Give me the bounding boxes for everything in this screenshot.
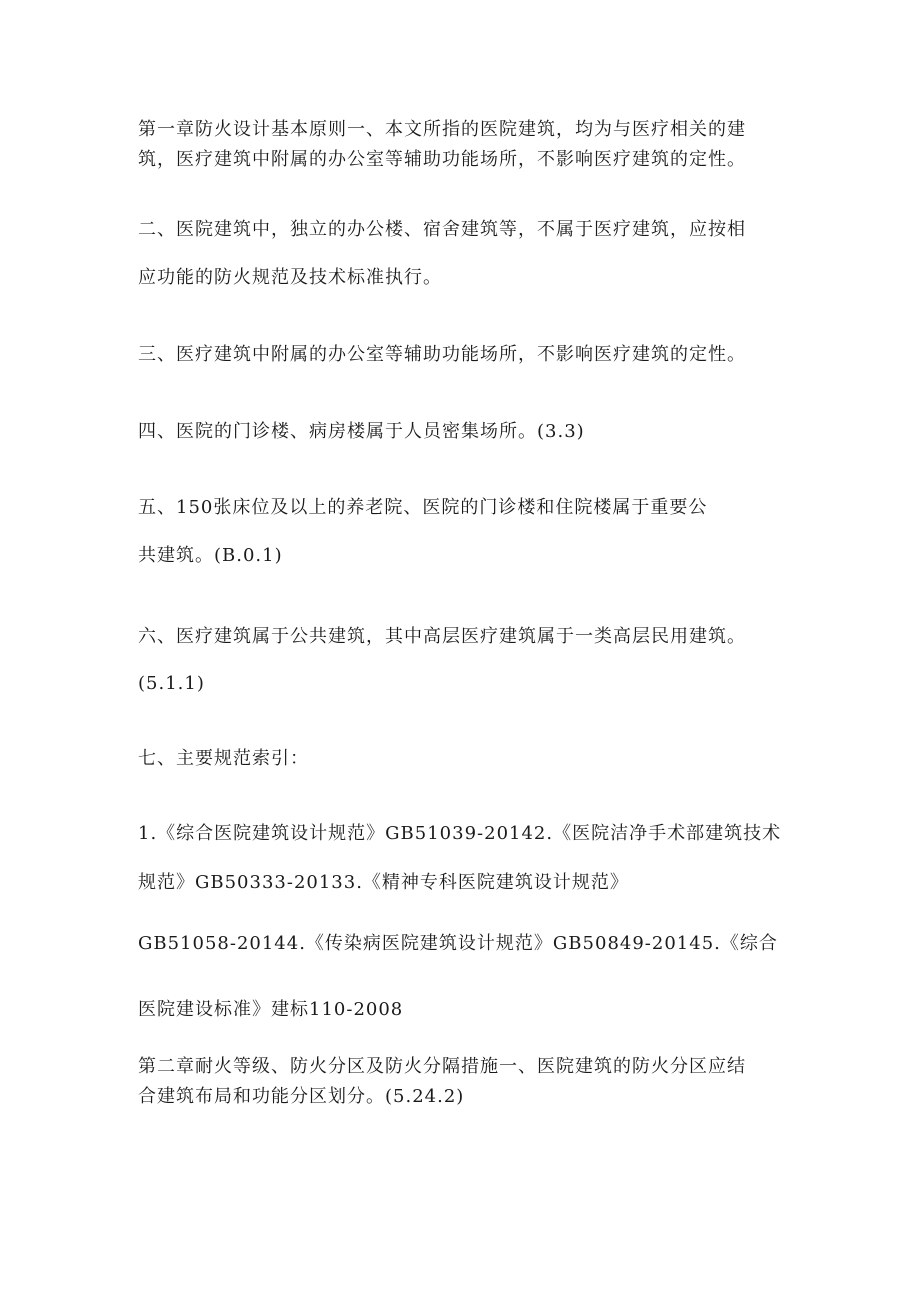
text-line: 六、医疗建筑属于公共建筑，其中高层医疗建筑属于一类高层民用建筑。: [138, 626, 746, 647]
text-line: 规范》GB50333-20133.《精神专科医院建筑设计规范》: [138, 872, 629, 893]
text-line: 七、主要规范索引：: [138, 748, 309, 769]
text-line: 第一章防火设计基本原则一、本文所指的医院建筑，均为与医疗相关的建: [138, 119, 746, 140]
text-line: 四、医院的门诊楼、病房楼属于人员密集场所。(3.3): [138, 421, 585, 442]
text-line: 1.《综合医院建筑设计规范》GB51039-20142.《医院洁净手术部建筑技术: [138, 823, 782, 844]
text-line: 三、医疗建筑中附属的办公室等辅助功能场所，不影响医疗建筑的定性。: [138, 344, 746, 365]
text-line: 筑，医疗建筑中附属的办公室等辅助功能场所，不影响医疗建筑的定性。: [138, 149, 746, 170]
text-line: 应功能的防火规范及技术标准执行。: [138, 267, 442, 288]
text-line: 二、医院建筑中，独立的办公楼、宿舍建筑等，不属于医疗建筑，应按相: [138, 219, 746, 240]
text-line: 第二章耐火等级、防火分区及防火分隔措施一、医院建筑的防火分区应结: [138, 1056, 746, 1077]
text-line: 五、150张床位及以上的养老院、医院的门诊楼和住院楼属于重要公: [138, 497, 708, 518]
text-line: (5.1.1): [138, 673, 205, 694]
text-line: 合建筑布局和功能分区划分。(5.24.2): [138, 1086, 465, 1107]
text-line: 医院建设标准》建标110-2008: [138, 999, 404, 1020]
text-line: 共建筑。(B.0.1): [138, 545, 283, 566]
text-line: GB51058-20144.《传染病医院建筑设计规范》GB50849-20145.《综合: [138, 933, 778, 954]
